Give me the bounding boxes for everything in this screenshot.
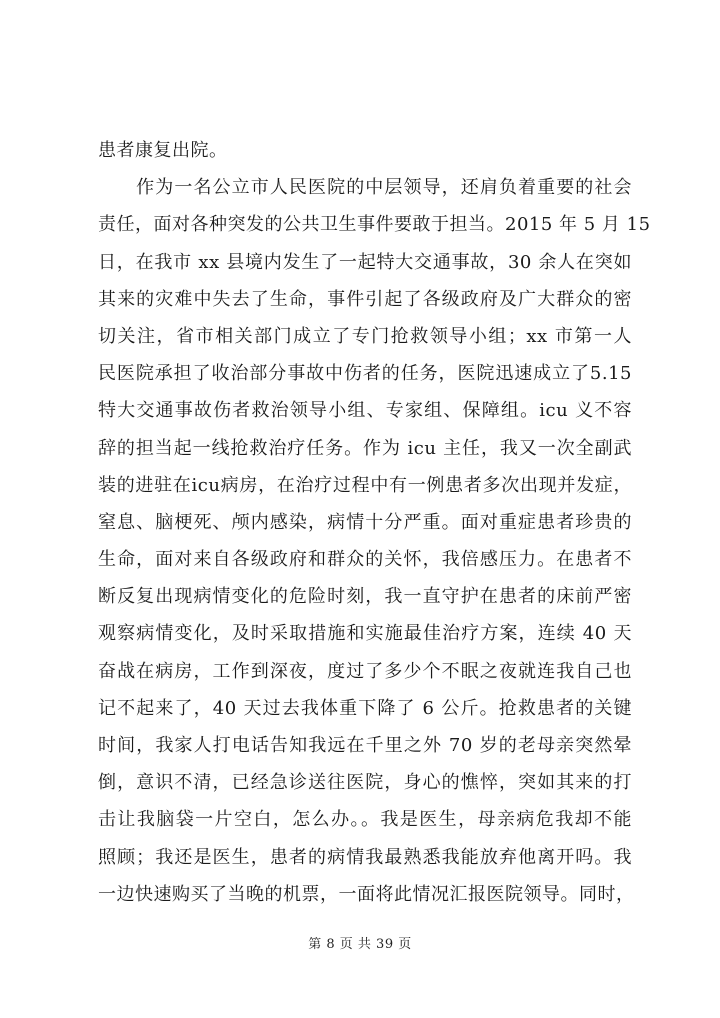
document-body <box>98 132 651 913</box>
text-line: 窒息、脑梗死、颅内感染，病情十分严重。面对重症患者珍贵的 <box>98 511 632 533</box>
text-line: 记不起来了，40 天过去我体重下降了 6 公斤。抢救患者的关键 <box>98 697 632 719</box>
text-line: 奋战在病房，工作到深夜，度过了多少个不眠之夜就连我自己也 <box>98 660 632 682</box>
text-line: 照顾；我还是医生，患者的病情我最熟悉我能放弃他离开吗。我 <box>98 846 632 868</box>
text-line: 断反复出现病情变化的危险时刻，我一直守护在患者的床前严密 <box>98 586 632 608</box>
text-line: 时间，我家人打电话告知我远在千里之外 70 岁的老母亲突然晕 <box>98 735 632 756</box>
text-line: 民医院承担了收治部分事故中伤者的任务，医院迅速成立了5.15 <box>98 363 632 385</box>
text-line: 一边快速购买了当晚的机票，一面将此情况汇报医院领导。同时， <box>98 883 635 905</box>
text-line: 辞的担当起一线抢救治疗任务。作为 icu 主任，我又一次全副武 <box>98 437 632 459</box>
text-line: 患者康复出院。 <box>98 140 228 161</box>
text-line: 责任，面对各种突发的公共卫生事件要敢于担当。2015 年 5 月 15 <box>98 214 651 236</box>
text-line: 击让我脑袋一片空白，怎么办。。我是医生，母亲病危我却不能 <box>98 809 632 831</box>
text-line: 特大交通事故伤者救治领导小组、专家组、保障组。icu 义不容 <box>98 400 632 422</box>
text-line: 生命，面对来自各级政府和群众的关怀，我倍感压力。在患者不 <box>98 549 632 571</box>
text-line: 观察病情变化，及时采取措施和实施最佳治疗方案，连续 40 天 <box>98 623 632 645</box>
text-line: 装的进驻在icu病房，在治疗过程中有一例患者多次出现并发症， <box>98 474 632 496</box>
text-line: 作为一名公立市人民医院的中层领导，还肩负着重要的社会 <box>98 177 632 199</box>
text-line: 其来的灾难中失去了生命，事件引起了各级政府及广大群众的密 <box>98 288 632 310</box>
text-line: 日，在我市 xx 县境内发生了一起特大交通事故，30 余人在突如 <box>98 251 632 273</box>
text-line: 切关注，省市相关部门成立了专门抢救领导小组；xx 市第一人 <box>98 325 632 347</box>
text-line: 倒，意识不清，已经急诊送往医院，身心的憔悴，突如其来的打 <box>98 772 632 794</box>
page-number-footer: 第 8 页 共 39 页 <box>308 937 412 952</box>
